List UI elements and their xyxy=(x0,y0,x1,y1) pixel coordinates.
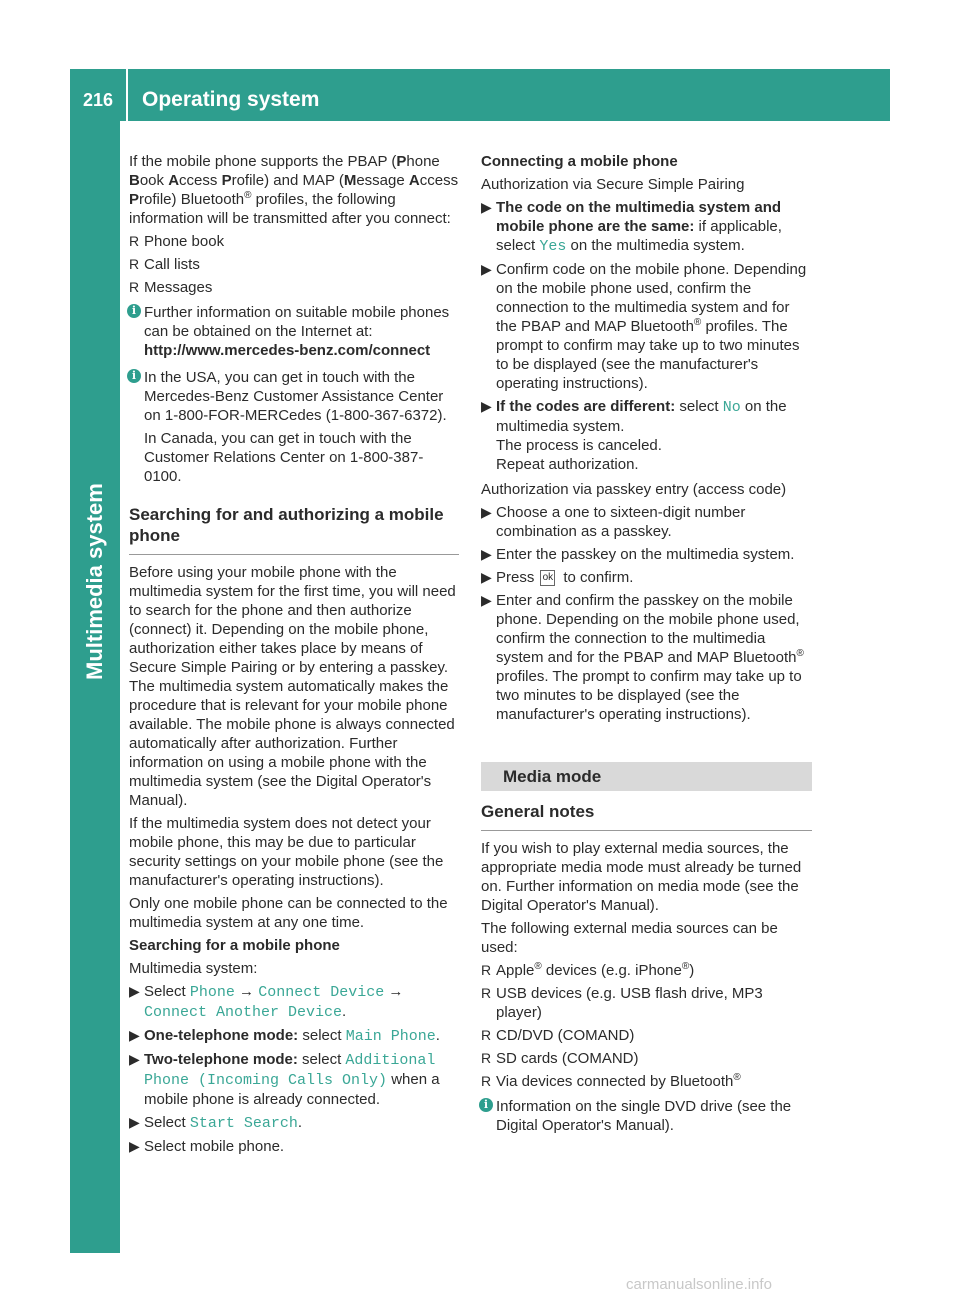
step-arrow-icon: ▶ xyxy=(481,592,492,608)
info-icon: i xyxy=(127,369,141,383)
list-item: R Apple® devices (e.g. iPhone®) xyxy=(481,961,695,979)
list-item: R USB devices (e.g. USB flash drive, MP3 player) xyxy=(481,985,763,1021)
paragraph: Authorization via Secure Simple Pairing xyxy=(481,176,745,193)
subheading: Connecting a mobile phone xyxy=(481,153,678,170)
list-item: R SD cards (COMAND) xyxy=(481,1050,639,1067)
info-note: i Further information on suitable mobile phones can be obtained on the Internet at: http://www.mercedes-benz.com/connect xyxy=(129,303,459,360)
step-item: ▶ If the codes are different: select No on the multimedia system. The process is canceled. Repeat authorization. xyxy=(481,398,787,473)
step-arrow-icon: ▶ xyxy=(129,1114,140,1130)
step-item: ▶ Two-telephone mode: select Additional Phone (Incoming Calls Only) when a mobile phone is already connected. xyxy=(129,1051,440,1108)
ok-key-icon: ok xyxy=(540,570,555,586)
paragraph: Before using your mobile phone with the multimedia system for the first time, you will need to search for the phone and then authorize (connect) it. Depending on the mobile phone, authorization either takes place by means of Secure Simple Pairing or by entering a passkey. The multimedia system automatically makes the procedure that is relevant for your mobile phone available. The mobile phone is always connected automatically after authorization. Further information on using a mobile phone with the multimedia system (see the Digital Operator's Manual). xyxy=(129,564,456,809)
info-icon: i xyxy=(127,304,141,318)
step-arrow-icon: ▶ xyxy=(129,983,140,999)
bullet-icon: R xyxy=(129,233,140,249)
paragraph: Multimedia system: xyxy=(129,960,258,977)
header-divider xyxy=(126,69,128,121)
bullet-icon: R xyxy=(481,1027,492,1043)
step-arrow-icon: ▶ xyxy=(481,261,492,277)
list-item: R Messages xyxy=(129,279,213,296)
step-item: ▶ Enter the passkey on the multimedia system. xyxy=(481,546,795,563)
step-arrow-icon: ▶ xyxy=(481,398,492,414)
intro-paragraph: If the mobile phone supports the PBAP (Phone Book Access Profile) and MAP (Message Access Profile) Bluetooth® profiles, the following information will be transmitted after you connect: xyxy=(129,153,459,227)
bullet-icon: R xyxy=(481,985,492,1001)
bullet-icon: R xyxy=(481,962,492,978)
section-heading: Searching for and authorizing a mobile phone xyxy=(129,504,459,555)
bullet-icon: R xyxy=(129,256,140,272)
footer-watermark: carmanualsonline.info xyxy=(626,1276,772,1293)
step-item: ▶ Select mobile phone. xyxy=(129,1138,285,1155)
section-heading: General notes xyxy=(481,801,812,831)
step-item: ▶ Confirm code on the mobile phone. Depending on the mobile phone used, confirm the connection to the multimedia system and for the PBAP and MAP Bluetooth® profiles. The prompt to confirm may take up to two minutes to be displayed (see the manufacturer's operating instructions). xyxy=(481,261,807,392)
bullet-icon: R xyxy=(481,1050,492,1066)
step-arrow-icon: ▶ xyxy=(481,504,492,520)
step-arrow-icon: ▶ xyxy=(481,199,492,215)
step-item: ▶ One-telephone mode: select Main Phone. xyxy=(129,1027,440,1045)
subheading: Searching for a mobile phone xyxy=(129,937,340,954)
side-tab xyxy=(70,121,120,1253)
step-item: ▶ Press ok to confirm. xyxy=(481,569,634,586)
step-item: ▶ Select Start Search. xyxy=(129,1114,303,1132)
media-mode-box: Media mode xyxy=(481,762,812,791)
list-item: R Phone book xyxy=(129,233,225,250)
step-arrow-icon: ▶ xyxy=(129,1138,140,1154)
paragraph: The following external media sources can be used: xyxy=(481,920,778,956)
info-note: i In the USA, you can get in touch with the Mercedes-Benz Customer Assistance Center on 1-800-FOR-MERCedes (1-800-367-6372). In Canada, you can get in touch with the Customer Relations Center on 1-800-387-0100. xyxy=(129,368,459,486)
paragraph: If you wish to play external media sources, the appropriate media mode must already be turned on. Further information on media mode (see the Digital Operator's Manual). xyxy=(481,840,802,914)
step-item: ▶ Enter and confirm the passkey on the mobile phone. Depending on the mobile phone used, confirm the connection to the multimedia system and for the PBAP and MAP Bluetooth® profiles. The prompt to confirm may take up to two minutes to be displayed (see the manufacturer's operating instructions). xyxy=(481,592,804,723)
step-item: ▶ The code on the multimedia system and mobile phone are the same: if applicable, select Yes on the multimedia system. xyxy=(481,199,782,255)
page-number: 216 xyxy=(82,90,114,110)
paragraph: Authorization via passkey entry (access code) xyxy=(481,481,787,498)
info-icon: i xyxy=(479,1098,493,1112)
bullet-icon: R xyxy=(481,1073,492,1089)
step-arrow-icon: ▶ xyxy=(129,1051,140,1067)
step-arrow-icon: ▶ xyxy=(129,1027,140,1043)
section-title: Operating system xyxy=(142,88,320,111)
list-item: R Call lists xyxy=(129,256,200,273)
step-arrow-icon: ▶ xyxy=(481,546,492,562)
url-link[interactable]: http://www.mercedes-benz.com/connect xyxy=(144,342,431,359)
paragraph: Only one mobile phone can be connected to the multimedia system at any one time. xyxy=(129,895,448,931)
side-tab-label: Multimedia system xyxy=(82,483,107,680)
step-item: ▶ Choose a one to sixteen-digit number combination as a passkey. xyxy=(481,504,746,540)
paragraph: If the multimedia system does not detect your mobile phone, this may be due to particular security settings on your mobile phone (see the manufacturer's operating instructions). xyxy=(129,815,444,889)
info-note: i Information on the single DVD drive (see the Digital Operator's Manual). xyxy=(481,1097,812,1135)
bullet-icon: R xyxy=(129,279,140,295)
list-item: R CD/DVD (COMAND) xyxy=(481,1027,635,1044)
step-item: ▶ Select Phone → Connect Device → Connect Another Device. xyxy=(129,983,404,1021)
left-column xyxy=(129,152,459,1160)
list-item: R Via devices connected by Bluetooth® xyxy=(481,1072,741,1090)
right-column xyxy=(481,152,812,1139)
step-arrow-icon: ▶ xyxy=(481,569,492,585)
